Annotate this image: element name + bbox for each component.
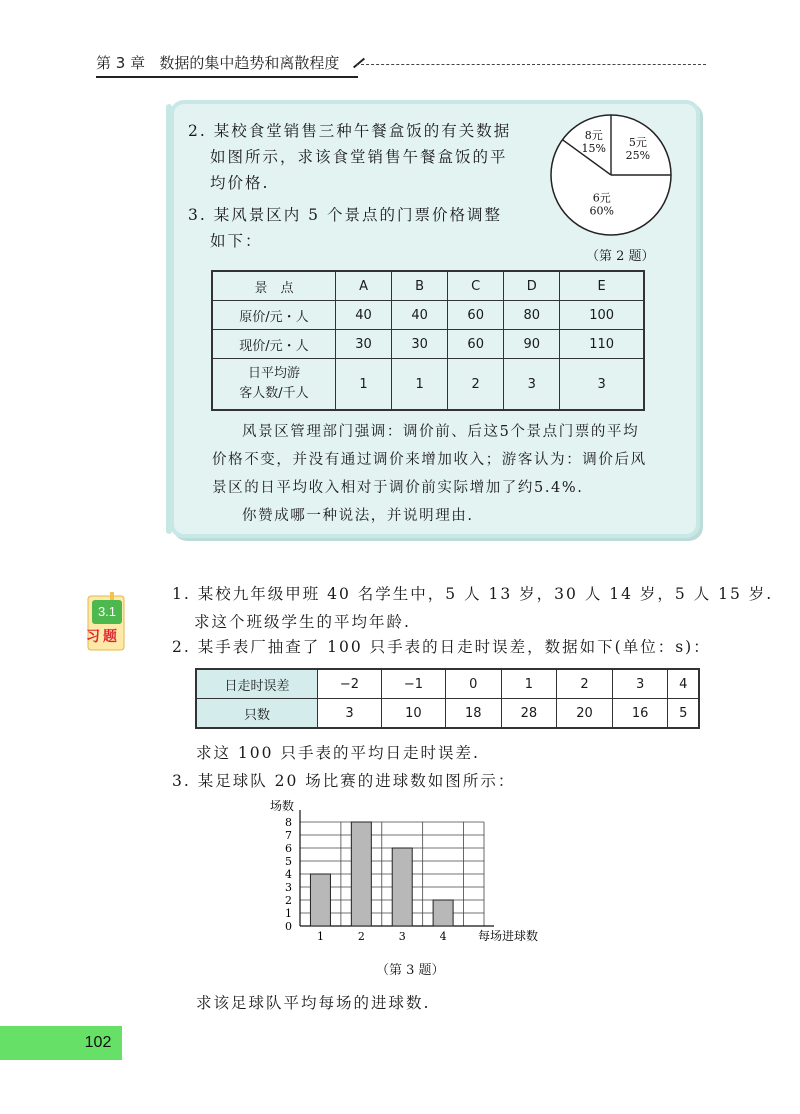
table-cell: 20: [557, 699, 613, 729]
table-cell: 10: [381, 699, 445, 729]
table-header-cell: 4: [668, 669, 699, 699]
pie-slice-label: 8元: [584, 129, 603, 143]
watch-error-table: [195, 668, 700, 729]
table-header-cell: B: [392, 271, 448, 301]
table-cell: 60: [448, 301, 504, 330]
para-line-3: 景区的日平均收入相对于调价前实际增加了约5.4%.: [212, 480, 584, 496]
pie-chart: [548, 112, 674, 238]
table-header-cell: −1: [381, 669, 445, 699]
table-cell: 30: [336, 330, 392, 359]
y-tick-label: 6: [285, 842, 292, 855]
x-tick-label: 2: [357, 930, 365, 943]
table-cell: 100: [560, 301, 644, 330]
para-line-2: 价格不变，并没有通过调价来增加收入；游客认为：调价后风: [212, 452, 647, 468]
header-underline: [96, 76, 358, 78]
table-header-cell: 2: [557, 669, 613, 699]
table-cell: 40: [336, 301, 392, 330]
e3-number: 3.: [172, 772, 191, 790]
table-row: [212, 301, 644, 330]
para-line-4: 你赞成哪一种说法，并说明理由.: [242, 508, 474, 524]
table-cell: 60: [448, 330, 504, 359]
q2-number: 2.: [188, 122, 207, 140]
x-axis-label: 每场进球数: [478, 929, 539, 943]
table-cell: 日平均游 客人数/千人: [212, 359, 336, 411]
pie-caption: （第 2 题）: [586, 249, 655, 264]
e1-line-1: 某校九年级甲班 40 名学生中，5 人 13 岁，30 人 14 岁，5 人 15 岁.: [197, 585, 774, 603]
q2-line-1: 某校食堂销售三种午餐盒饭的有关数据: [213, 122, 512, 140]
bar: [310, 874, 330, 926]
q2-line-2: 如图所示，求该食堂销售午餐盒饭的平: [210, 148, 508, 166]
q2-text: [188, 118, 511, 196]
table-cell: 30: [392, 330, 448, 359]
table-cell: 16: [612, 699, 668, 729]
q3-line-2: 如下：: [210, 232, 263, 250]
exercise-2: [172, 634, 711, 660]
table-header-row: [196, 669, 699, 699]
bar-chart: [256, 798, 556, 950]
bar-caption: （第 3 题）: [376, 963, 445, 978]
table-header-cell: 景 点: [212, 271, 336, 301]
e2-line: 某手表厂抽查了 100 只手表的日走时误差，数据如下(单位：s)：: [197, 638, 711, 656]
y-tick-label: 5: [285, 855, 292, 868]
table-cell: 110: [560, 330, 644, 359]
y-tick-label: 0: [285, 920, 292, 933]
bar: [351, 822, 371, 926]
x-tick-label: 4: [439, 930, 447, 943]
y-tick-label: 4: [285, 868, 292, 881]
x-tick-label: 1: [316, 930, 324, 943]
e1-number: 1.: [172, 585, 191, 603]
table-cell: 40: [392, 301, 448, 330]
y-tick-label: 8: [285, 816, 292, 829]
y-tick-label: 3: [285, 881, 292, 894]
e3-line: 某足球队 20 场比赛的进球数如图所示：: [197, 772, 516, 790]
table-header-cell: −2: [318, 669, 382, 699]
exercise-3: [172, 768, 515, 794]
exercise-badge-number: 3.1: [92, 600, 122, 624]
table-row: [212, 359, 644, 411]
bar: [433, 900, 453, 926]
table-header-row: [212, 271, 644, 301]
table-cell: 原价/元・人: [212, 301, 336, 330]
pie-slice-value: 15%: [581, 142, 606, 156]
chapter-title: 数据的集中趋势和离散程度: [159, 54, 340, 72]
table-header-cell: 1: [501, 669, 557, 699]
pie-slice-value: 25%: [625, 149, 651, 163]
q3-paragraph: [212, 418, 647, 530]
para-line-1: 风景区管理部门强调：调价前、后这5个景点门票的平均: [242, 424, 640, 440]
exercise-badge-label: 习题: [86, 629, 120, 645]
e2-question: 求这 100 只手表的平均日走时误差.: [196, 744, 480, 762]
q3-text: [188, 202, 502, 254]
table-header-cell: A: [336, 271, 392, 301]
table-cell: 2: [448, 359, 504, 411]
table-cell: 3: [560, 359, 644, 411]
table-header-cell: 日走时误差: [196, 669, 318, 699]
y-tick-label: 2: [285, 894, 292, 907]
y-axis-label: 场数: [270, 799, 295, 813]
table-row: [212, 330, 644, 359]
q2-line-3: 均价格.: [210, 174, 270, 192]
exercise-1: [172, 580, 773, 636]
chapter-number: 第 3 章: [96, 54, 146, 72]
table-cell: 5: [668, 699, 699, 729]
chapter-header: [96, 52, 339, 73]
page-number: 102: [84, 1034, 112, 1051]
table-header-cell: D: [504, 271, 560, 301]
ticket-price-table: [211, 270, 645, 411]
e1-line-2: 求这个班级学生的平均年龄.: [194, 613, 411, 631]
bar: [392, 848, 412, 926]
table-cell: 1: [336, 359, 392, 411]
y-tick-label: 1: [285, 907, 292, 920]
pie-slice-label: 6元: [592, 191, 611, 205]
header-dashed-line: [356, 64, 706, 65]
x-tick-label: 3: [398, 930, 406, 943]
table-header-cell: 3: [612, 669, 668, 699]
table-cell: 3: [318, 699, 382, 729]
table-cell: 现价/元・人: [212, 330, 336, 359]
table-cell: 90: [504, 330, 560, 359]
table-cell: 只数: [196, 699, 318, 729]
table-cell: 28: [501, 699, 557, 729]
table-row: [196, 699, 699, 729]
e2-number: 2.: [172, 638, 191, 656]
pie-slice-label: 5元: [628, 136, 647, 150]
q3-line-1: 某风景区内 5 个景点的门票价格调整: [213, 206, 502, 224]
table-header-cell: 0: [445, 669, 501, 699]
pie-slice-value: 60%: [589, 204, 614, 218]
table-header-cell: C: [448, 271, 504, 301]
q3-number: 3.: [188, 206, 207, 224]
table-cell: 80: [504, 301, 560, 330]
e3-question: 求该足球队平均每场的进球数.: [196, 994, 431, 1012]
table-header-cell: E: [560, 271, 644, 301]
table-cell: 3: [504, 359, 560, 411]
table-cell: 18: [445, 699, 501, 729]
header-slash: [353, 58, 365, 69]
table-cell: 1: [392, 359, 448, 411]
y-tick-label: 7: [285, 829, 292, 842]
